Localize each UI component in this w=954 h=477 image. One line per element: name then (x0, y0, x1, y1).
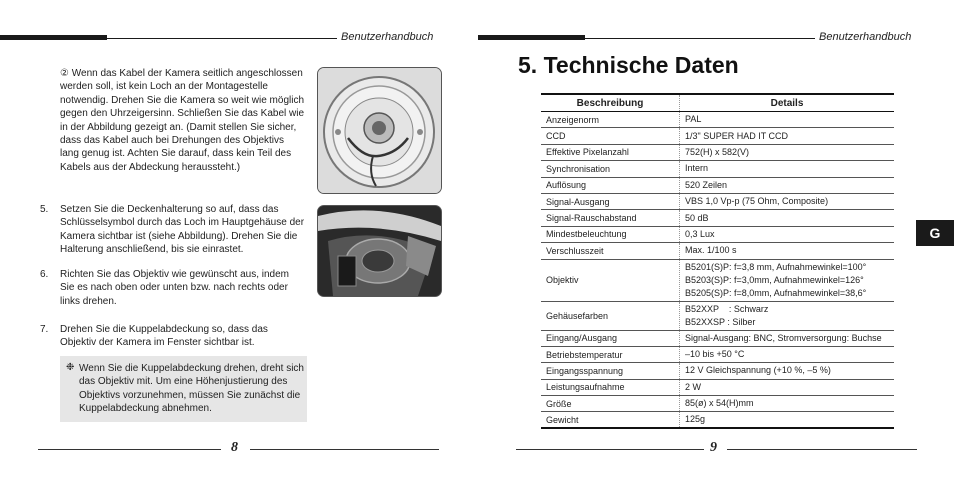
header-bar-left-thick (0, 35, 107, 40)
spec-value (680, 330, 895, 346)
spec-value-line: Signal-Ausgang: BNC, Stromversorgung: Buchse (685, 332, 882, 343)
spec-value-line: PAL (685, 114, 702, 125)
spec-label: Auflösung (541, 177, 680, 193)
step-6-text: Richten Sie das Objektiv wie gewünscht aus, indem Sie es nach oben oder unten bzw. nach rechts oder links drehen. (60, 269, 290, 307)
spec-value (680, 379, 895, 395)
spec-value-line: B52XXP : Schwarz (685, 303, 769, 314)
spec-value-line: VBS 1,0 Vp-p (75 Ohm, Composite) (685, 196, 829, 207)
page-title: 5. Technische Daten (518, 52, 739, 78)
spec-row (541, 161, 894, 177)
spec-value-line: 50 dB (685, 212, 709, 223)
spec-value (680, 210, 895, 226)
spec-row (541, 396, 894, 412)
step-number-7: 7. (40, 324, 49, 335)
spec-value (680, 177, 895, 193)
spec-value (680, 226, 895, 242)
spec-row (541, 330, 894, 346)
spec-label: Größe (541, 396, 680, 412)
spec-label: Betriebstemperatur (541, 346, 680, 362)
spec-row (541, 363, 894, 379)
note-text: Wenn Sie die Kuppelabdeckung drehen, dreht sich das Objektiv mit. Um eine Höhenjustierung des Objektivs vorzunehmen, müssen Sie zunächst die Kuppelabdeckung abnehmen. (79, 363, 304, 415)
footer-rule-right-b (727, 449, 917, 450)
spec-label: Signal-Ausgang (541, 193, 680, 209)
header-bar-right-thick (478, 35, 585, 40)
spec-value-line: 12 V Gleichspannung (+10 %, –5 %) (685, 365, 831, 376)
spec-value (680, 301, 895, 330)
spec-row (541, 210, 894, 226)
page-number-right: 9 (710, 440, 717, 455)
spec-value (680, 161, 895, 177)
spec-label: Eingang/Ausgang (541, 330, 680, 346)
column-header-description: Beschreibung (541, 94, 680, 112)
header-title-right: Benutzerhandbuch (819, 31, 912, 43)
spec-label: Anzeigenorm (541, 112, 680, 128)
header-rule-right (585, 38, 815, 39)
note-mark-icon: ❉ (66, 362, 75, 373)
page-number-left: 8 (231, 440, 238, 455)
spec-value (680, 193, 895, 209)
ceiling-bracket-photo (317, 205, 442, 297)
spec-value-line: B5203(S)P: f=3,0mm, Aufnahmewinkel=126° (685, 274, 864, 285)
spec-row (541, 346, 894, 362)
paragraph-cable-side: ② Wenn das Kabel der Kamera seitlich angeschlossen werden soll, ist kein Loch an der Montagestelle notwendig. Drehen Sie die Kamera so weit wie möglich gegen den Uhrzeigersinn. Schließen Sie das Kabel wie in der Abbildung gezeigt an. (Damit stellen Sie sicher, dass das Kabel auch bei Drehungen des Objektivs lang genug ist. Achten Sie darauf, dass kein Teil des Kabels aus der Abdeckung heraussteht.) (60, 68, 305, 173)
spec-value (680, 112, 895, 128)
footer-rule-right-a (516, 449, 704, 450)
spec-value-line: 752(H) x 582(V) (685, 146, 750, 157)
spec-value-line: 85(ø) x 54(H)mm (685, 398, 754, 409)
step-5-text: Setzen Sie die Deckenhalterung so auf, dass das Schlüsselsymbol durch das Loch im Hauptgehäuse der Kamera sichtbar ist (siehe Abbildung). Drehen Sie die Halterung anschließend, bis sie einrastet. (60, 204, 305, 256)
spec-label: Leistungsaufnahme (541, 379, 680, 395)
spec-value-line: 2 W (685, 381, 702, 392)
spec-row (541, 177, 894, 193)
footer-rule-left-b (250, 449, 439, 450)
spec-label: Synchronisation (541, 161, 680, 177)
camera-cable-photo (317, 67, 442, 194)
spec-row (541, 144, 894, 160)
header-rule-left (107, 38, 337, 39)
spec-table-header-row (541, 94, 894, 112)
spec-label: Gewicht (541, 412, 680, 428)
step-7-text: Drehen Sie die Kuppelabdeckung so, dass das Objektiv der Kamera im Fenster sichtbar ist. (60, 324, 268, 349)
spec-row (541, 193, 894, 209)
spec-label: CCD (541, 128, 680, 144)
spec-label: Gehäusefarben (541, 301, 680, 330)
spec-row (541, 128, 894, 144)
spec-value-line: B5205(S)P: f=8,0mm, Aufnahmewinkel=38,6° (685, 287, 867, 298)
spec-value (680, 363, 895, 379)
spec-value-line: B5201(S)P: f=3,8 mm, Aufnahmewinkel=100° (685, 261, 867, 272)
spec-label: Objektiv (541, 259, 680, 301)
spec-label: Effektive Pixelanzahl (541, 144, 680, 160)
spec-label: Mindestbeleuchtung (541, 226, 680, 242)
step-number-6: 6. (40, 269, 49, 280)
spec-value-line: 520 Zeilen (685, 179, 728, 190)
spec-row (541, 112, 894, 128)
spec-value (680, 144, 895, 160)
spec-value (680, 259, 895, 301)
spec-value-line: 125g (685, 414, 706, 425)
column-header-details: Details (680, 94, 895, 112)
spec-row (541, 301, 894, 330)
spec-table (541, 93, 894, 429)
spec-row (541, 243, 894, 259)
spec-value (680, 128, 895, 144)
spec-label: Signal-Rauschabstand (541, 210, 680, 226)
spec-row (541, 226, 894, 242)
section-tab-g: G (916, 220, 954, 246)
step-number-5: 5. (40, 204, 49, 215)
spec-value (680, 346, 895, 362)
spec-value-line: Intern (685, 163, 709, 174)
spec-row (541, 379, 894, 395)
header-title-left: Benutzerhandbuch (341, 31, 434, 43)
spec-value-line: 1/3" SUPER HAD IT CCD (685, 130, 789, 141)
spec-value-line: –10 bis +50 °C (685, 349, 745, 360)
spec-label: Verschlusszeit (541, 243, 680, 259)
note-box (60, 356, 307, 422)
spec-row (541, 259, 894, 301)
spec-value-line: Max. 1/100 s (685, 245, 737, 256)
spec-row (541, 412, 894, 428)
spec-value (680, 243, 895, 259)
spec-value (680, 412, 895, 428)
spec-value-line: B52XXSP : Silber (685, 316, 756, 327)
spec-value (680, 396, 895, 412)
spec-value-line: 0,3 Lux (685, 228, 715, 239)
spec-label: Eingangsspannung (541, 363, 680, 379)
footer-rule-left-a (38, 449, 221, 450)
